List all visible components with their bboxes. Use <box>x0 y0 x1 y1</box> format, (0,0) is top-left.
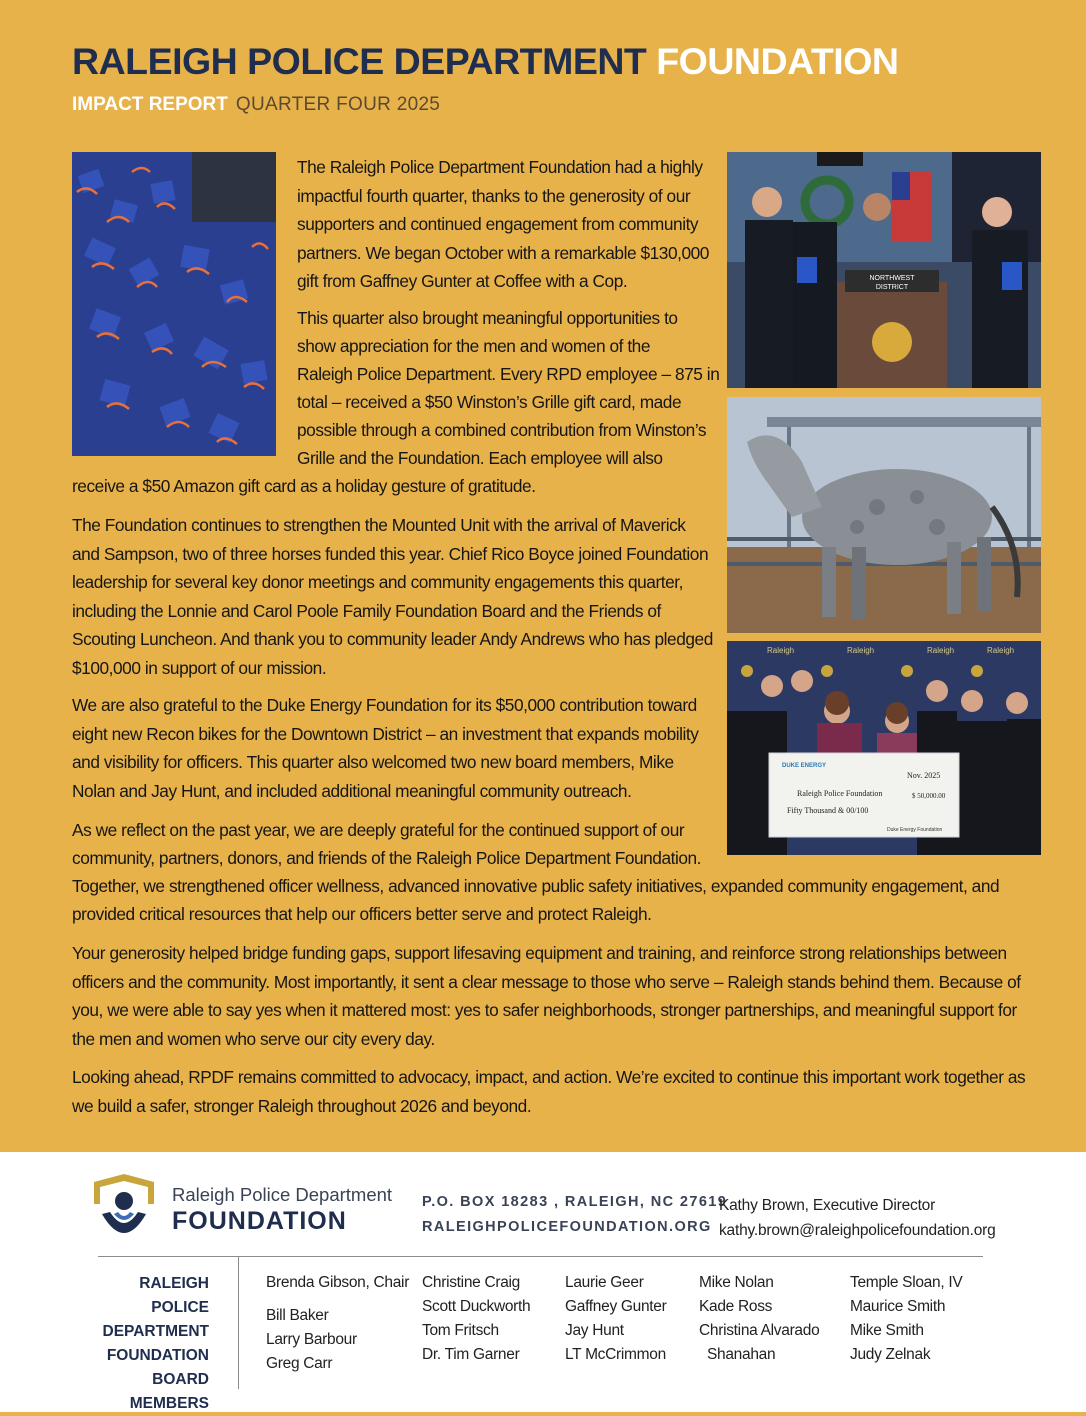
board-column-2 <box>422 1271 530 1367</box>
logo-line-2: FOUNDATION <box>172 1207 347 1235</box>
board-chair: Brenda Gibson, Chair <box>266 1274 410 1291</box>
board-member: Larry Barbour <box>266 1331 357 1348</box>
title-main: RALEIGH POLICE DEPARTMENT <box>72 40 647 82</box>
board-heading-line-2: DEPARTMENT <box>102 1323 209 1340</box>
backdrop-text-4: Raleigh <box>987 646 1015 655</box>
board-column-4 <box>699 1271 819 1367</box>
paragraph-appreciation-line-3: Raleigh Police Department. Every RPD employee – 875 in <box>297 364 720 384</box>
website-link[interactable]: RALEIGHPOLICEFOUNDATION.ORG <box>422 1219 712 1235</box>
paragraph-looking-ahead: Looking ahead, RPDF remains committed to advocacy, impact, and action. We’re excited to continue this important work together as we build a safer, stronger Raleigh throughout 2026 and beyond. <box>72 1067 1026 1116</box>
board-member: Judy Zelnak <box>850 1346 931 1363</box>
check-payee: Raleigh Police Foundation <box>797 789 883 798</box>
executive-director: Kathy Brown, Executive Director <box>719 1197 936 1214</box>
board-member: Bill Baker <box>266 1307 329 1324</box>
paragraph-appreciation-line-4: total – received a $50 Winston’s Grille gift card, made <box>297 392 682 412</box>
check-signer: Duke Energy Foundation <box>887 827 943 833</box>
title-accent: FOUNDATION <box>656 40 899 82</box>
impact-report-label: IMPACT REPORT <box>72 94 228 115</box>
board-heading-line-4: BOARD MEMBERS <box>129 1371 209 1412</box>
check-words: Fifty Thousand & 00/100 <box>787 806 869 815</box>
check-date: Nov. 2025 <box>907 771 941 780</box>
board-heading-line-3: FOUNDATION <box>106 1347 209 1364</box>
logo-line-1: Raleigh Police Department <box>172 1184 393 1205</box>
quarter-label: QUARTER FOUR 2025 <box>235 94 441 115</box>
paragraph-generosity: Your generosity helped bridge funding gaps, support lifesaving equipment and training, and reinforce strong relationships between officers and the community. Most importantly, it sent a clear message to those who serve – Raleigh stands behind them. Because of you, we were able to say yes when it mattered most: yes to safer neighborhoods, stronger partnerships, and meaningful support for the men and women who serve our city every day. <box>72 943 1021 1049</box>
paragraph-reflection-line-2: community, partners, donors, and friends of the Raleigh Police Department Foundation. <box>72 848 702 868</box>
board-member: Christina Alvarado <box>699 1322 820 1339</box>
board-heading-line-1: RALEIGH POLICE <box>139 1275 209 1316</box>
footer <box>0 1152 1086 1412</box>
check-presentation-photo <box>727 641 1041 855</box>
board-member: Mike Smith <box>850 1322 924 1339</box>
paragraph-appreciation-line-2: show appreciation for the men and women of the <box>297 336 650 356</box>
contact-block <box>719 1193 996 1243</box>
footer-divider <box>98 1256 983 1257</box>
board-column-3 <box>565 1271 667 1367</box>
board-member: Greg Carr <box>266 1355 333 1372</box>
board-member: LT McCrimmon <box>565 1346 666 1363</box>
paragraph-appreciation-line-6: Grille and the Foundation. Each employee will also <box>297 448 663 468</box>
paragraph-duke-energy: We are also grateful to the Duke Energy Foundation for its $50,000 contribution toward eight new Recon bikes for the Downtown District – an investment that expands mobility and visibility for officers. This quarter also welcomed two new board members, Mike Nolan and Jay Hunt, and included additional meaningful community outreach. <box>72 695 699 801</box>
paragraph-reflection-line-4: provided critical resources that help our officers better serve and protect Raleigh. <box>72 904 652 924</box>
backdrop-text-3: Raleigh <box>927 646 955 655</box>
board-member: Temple Sloan, IV <box>850 1274 963 1291</box>
page-title <box>72 40 898 83</box>
horse-photo <box>727 397 1041 633</box>
board-member: Laurie Geer <box>565 1274 644 1291</box>
paragraph-appreciation-line-5: possible through a combined contribution from Winston’s <box>297 420 707 440</box>
paragraph-appreciation-line-1: This quarter also brought meaningful opportunities to <box>297 308 678 328</box>
board-member: Tom Fritsch <box>422 1322 499 1339</box>
paragraph-appreciation-line-7: receive a $50 Amazon gift card as a holiday gesture of gratitude. <box>72 476 536 496</box>
backdrop-text-1: Raleigh <box>767 646 795 655</box>
paragraph-reflection-line-1: As we reflect on the past year, we are deeply grateful for the continued support of our <box>72 820 685 840</box>
board-member: Mike Nolan <box>699 1274 774 1291</box>
foundation-logo-text <box>172 1184 392 1236</box>
board-member: Gaffney Gunter <box>565 1298 667 1315</box>
contact-email[interactable]: kathy.brown@raleighpolicefoundation.org <box>719 1222 996 1239</box>
board-member-continued: Shanahan <box>707 1346 776 1363</box>
board-member: Scott Duckworth <box>422 1298 531 1315</box>
board-member: Kade Ross <box>699 1298 773 1315</box>
check-amount: $ 50,000.00 <box>912 792 946 800</box>
gift-bags-photo <box>72 152 276 456</box>
board-column-1 <box>266 1271 409 1376</box>
desk-sign-line2: DISTRICT <box>875 284 909 291</box>
board-member: Jay Hunt <box>565 1322 624 1339</box>
backdrop-text-2: Raleigh <box>847 646 875 655</box>
desk-sign-line1: NORTHWEST <box>869 275 915 282</box>
paragraph-reflection-line-3: Together, we strengthened officer wellness, advanced innovative public safety initiatives, expanded community engagement, and <box>72 876 1000 896</box>
board-divider <box>238 1256 239 1389</box>
foundation-shield-logo <box>88 1174 160 1246</box>
paragraph-intro: The Raleigh Police Department Foundation had a highly impactful fourth quarter, thanks to the generosity of our supporters and continued engagement from community partners. We began October with a remarkable $130,000 gift from Gaffney Gunter at Coffee with a Cop. <box>297 157 709 291</box>
paragraph-mounted-unit: The Foundation continues to strengthen the Mounted Unit with the arrival of Maverick and Sampson, two of three horses funded this year. Chief Rico Boyce joined Foundation leadership for several key donor meetings and community engagements this quarter, including the Lonnie and Carol Poole Family Foundation Board and the Friends of Scouting Luncheon. And thank you to community leader Andy Andrews who has pledged $100,000 in support of our mission. <box>72 515 713 678</box>
board-member: Maurice Smith <box>850 1298 946 1315</box>
mailing-address: P.O. BOX 18283 , RALEIGH, NC 27619 <box>422 1194 728 1210</box>
board-member: Christine Craig <box>422 1274 521 1291</box>
board-column-5 <box>850 1271 962 1367</box>
board-member: Dr. Tim Garner <box>422 1346 520 1363</box>
report-subtitle <box>72 94 440 116</box>
svg-text:DUKE ENERGY: DUKE ENERGY <box>782 763 827 769</box>
board-members-heading <box>96 1272 209 1416</box>
officers-photo <box>727 152 1041 388</box>
